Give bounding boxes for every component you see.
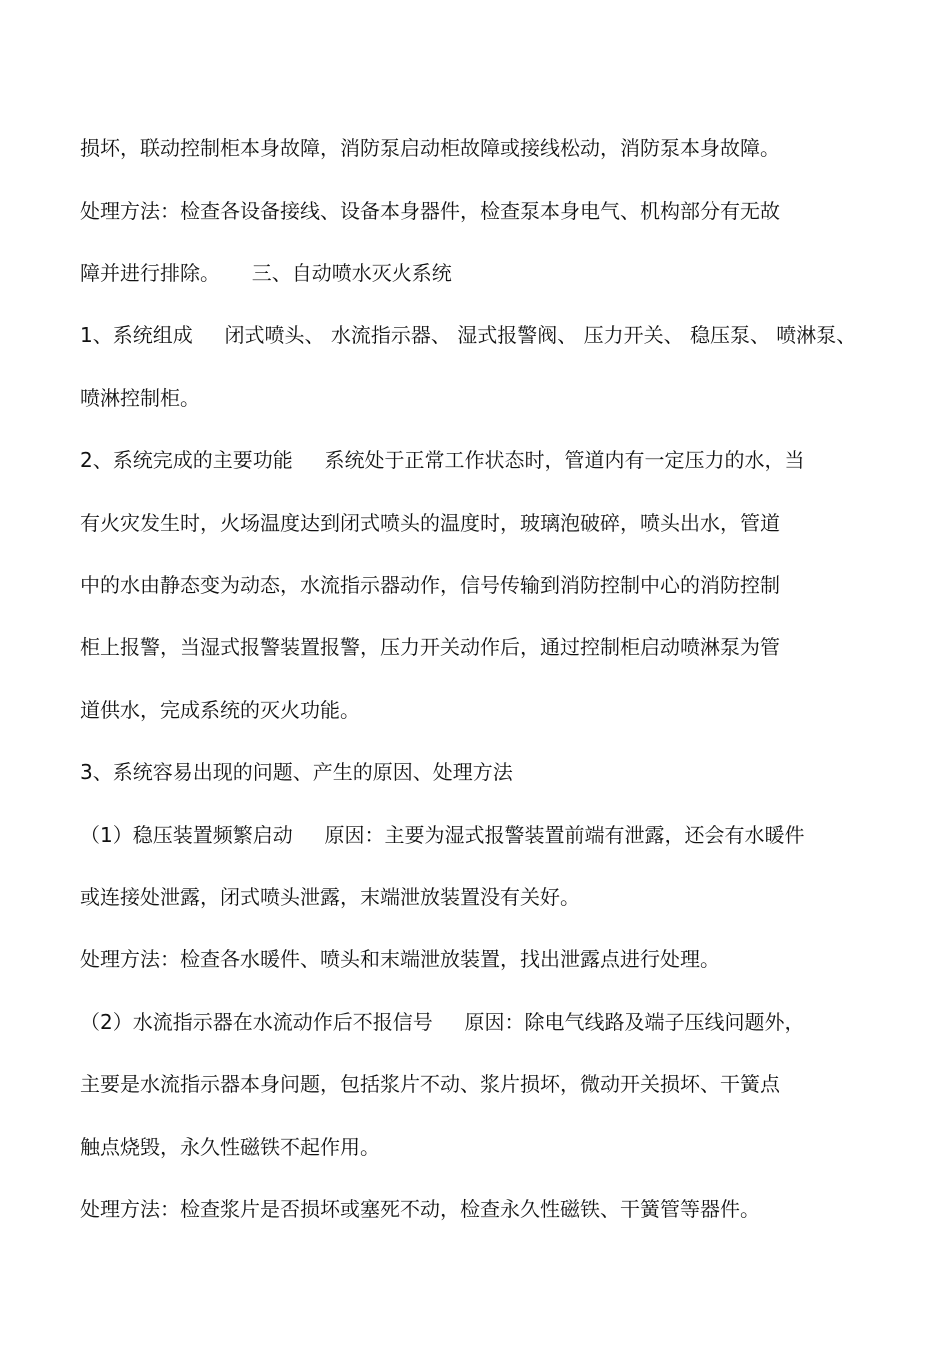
section-heading: 3、系统容易出现的问题、产生的原因、处理方法 xyxy=(80,760,513,784)
text-line: 道供水，完成系统的灭火功能。 xyxy=(80,698,360,722)
text-line: 处理方法：检查各设备接线、设备本身器件，检查泵本身电气、机构部分有无故 xyxy=(80,199,780,223)
text-line: 或连接处泄露，闭式喷头泄露，末端泄放装置没有关好。 xyxy=(80,885,580,909)
text-line: 主要是水流指示器本身问题，包括浆片不动、浆片损坏，微动开关损坏、干簧点 xyxy=(80,1072,780,1096)
text-line: 2、系统完成的主要功能 系统处于正常工作状态时，管道内有一定压力的水，当 xyxy=(80,448,805,472)
text-line: 有火灾发生时，火场温度达到闭式喷头的温度时，玻璃泡破碎，喷头出水，管道 xyxy=(80,511,780,535)
text-line: 处理方法：检查浆片是否损坏或塞死不动，检查永久性磁铁、干簧管等器件。 xyxy=(80,1197,760,1221)
text-line: 障并进行排除。 三、自动喷水灭火系统 xyxy=(80,261,452,285)
text-line: 触点烧毁，永久性磁铁不起作用。 xyxy=(80,1135,380,1159)
text-line: 中的水由静态变为动态，水流指示器动作，信号传输到消防控制中心的消防控制 xyxy=(80,573,780,597)
text-line: （1）稳压装置频繁启动 原因：主要为湿式报警装置前端有泄露，还会有水暖件 xyxy=(80,823,805,847)
text-line: 喷淋控制柜。 xyxy=(80,386,200,410)
text-line: （2）水流指示器在水流动作后不报信号 原因：除电气线路及端子压线问题外， xyxy=(80,1010,805,1034)
text-line: 1、系统组成 闭式喷头、 水流指示器、 湿式报警阀、 压力开关、 稳压泵、 喷淋泵、 xyxy=(80,323,857,347)
text-line: 柜上报警，当湿式报警装置报警，压力开关动作后，通过控制柜启动喷淋泵为管 xyxy=(80,635,780,659)
text-line: 处理方法：检查各水暖件、喷头和末端泄放装置，找出泄露点进行处理。 xyxy=(80,947,720,971)
text-line: 损坏，联动控制柜本身故障，消防泵启动柜故障或接线松动，消防泵本身故障。 xyxy=(80,136,780,160)
